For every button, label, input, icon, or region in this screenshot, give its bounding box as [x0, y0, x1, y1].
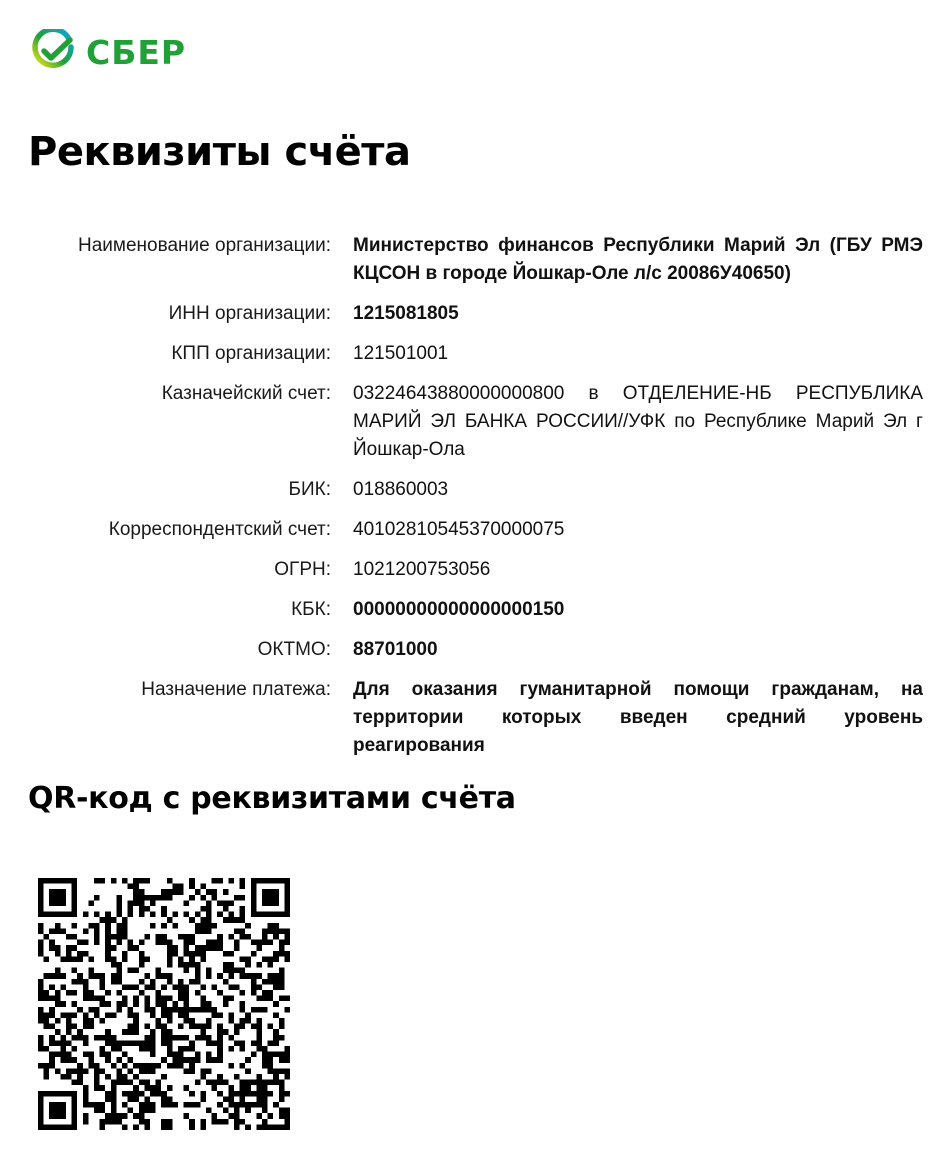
- detail-label: Наименование организации:: [78, 235, 331, 256]
- detail-value: 1215081805: [353, 303, 459, 324]
- qr-modules: [38, 878, 290, 1130]
- detail-value: 03224643880000000800 в ОТДЕЛЕНИЕ-НБ РЕСПУБЛИКА МАРИЙ ЭЛ БАНКА РОССИИ//УФК по Республике Марий Эл г Йошкар-Ола: [353, 383, 923, 460]
- detail-value: 1021200753056: [353, 559, 491, 580]
- detail-row-oktmo: [0, 636, 952, 664]
- detail-value: 40102810545370000075: [353, 519, 565, 540]
- detail-value: 121501001: [353, 343, 449, 364]
- detail-row-kbk: [0, 596, 952, 624]
- brand-name: СБЕР: [86, 32, 187, 72]
- detail-row-bik: [0, 476, 952, 504]
- detail-label: ИНН организации:: [168, 303, 331, 324]
- detail-value: Министерство финансов Республики Марий Эл (ГБУ РМЭ КЦСОН в городе Йошкар-Оле л/с 20086У40650): [353, 235, 923, 284]
- detail-label: КБК:: [291, 599, 331, 620]
- sber-logo: [30, 28, 186, 76]
- sber-check-icon: [30, 29, 76, 75]
- detail-label: Казначейский счет:: [161, 383, 331, 404]
- detail-row-treasury-account: [0, 380, 952, 464]
- detail-row-org-name: [0, 232, 952, 288]
- qr-code-icon: [38, 878, 290, 1130]
- detail-label: ОКТМО:: [257, 639, 331, 660]
- detail-value: 88701000: [353, 639, 438, 660]
- detail-row-kpp: [0, 340, 952, 368]
- detail-row-corr-account: [0, 516, 952, 544]
- detail-label: Назначение платежа:: [141, 679, 331, 700]
- qr-code: [38, 878, 290, 1130]
- detail-label: Корреспондентский счет:: [108, 519, 331, 540]
- detail-value: Для оказания гуманитарной помощи гражданам, на территории которых введен средний уровень реагирования: [353, 679, 923, 756]
- detail-row-payment-purpose: [0, 676, 952, 760]
- detail-label: КПП организации:: [171, 343, 331, 364]
- detail-label: ОГРН:: [274, 559, 331, 580]
- qr-section-title: QR-код с реквизитами счёта: [28, 781, 516, 816]
- page-title: Реквизиты счёта: [28, 129, 411, 175]
- account-details: [0, 232, 952, 772]
- detail-row-ogrn: [0, 556, 952, 584]
- detail-value: 00000000000000000150: [353, 599, 565, 620]
- detail-row-inn: [0, 300, 952, 328]
- detail-label: БИК:: [288, 479, 331, 500]
- detail-value: 018860003: [353, 479, 449, 500]
